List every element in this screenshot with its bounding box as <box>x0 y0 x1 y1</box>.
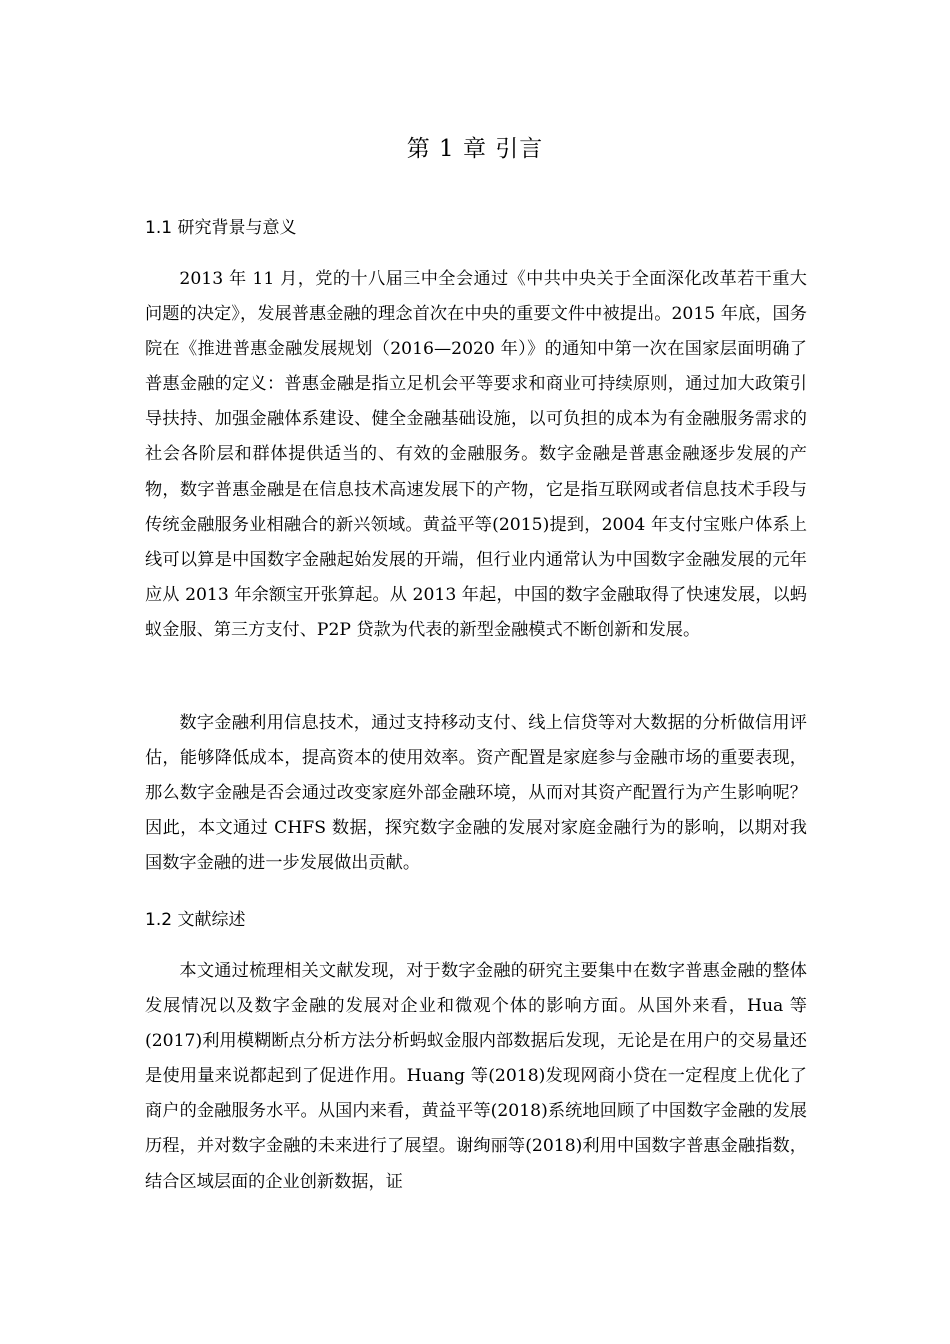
paragraph-literature-review: 本文通过梳理相关文献发现，对于数字金融的研究主要集中在数字普惠金融的整体发展情况以及数字金融的发展对企业和微观个体的影响方面。从国外来看，Hua 等(2017)利用模糊断点分析方法分析蚂蚁金服内部数据后发现，无论是在用户的交易量还是使用量来说都起到了促进作用。Huang 等(2018)发现网商小贷在一定程度上优化了商户的金融服务水平。从国内来看，黄益平等(2018)系统地回顾了中国数字金融的发展历程，并对数字金融的未来进行了展望。谢绚丽等(2018)利用中国数字普惠金融指数，结合区域层面的企业创新数据，证 <box>145 961 807 1192</box>
paragraph-background-2: 数字金融利用信息技术，通过支持移动支付、线上信贷等对大数据的分析做信用评估，能够降低成本，提高资本的使用效率。资产配置是家庭参与金融市场的重要表现，那么数字金融是否会通过改变家庭外部金融环境，从而对其资产配置行为产生影响呢？因此，本文通过 CHFS 数据，探究数字金融的发展对家庭金融行为的影响，以期对我国数字金融的进一步发展做出贡献。 <box>145 713 807 874</box>
paragraph-background-1: 2013 年 11 月，党的十八届三中全会通过《中共中央关于全面深化改革若干重大问题的决定》，发展普惠金融的理念首次在中央的重要文件中被提出。2015 年底，国务院在《推进普惠金融发展规划（2016—2020 年）》的通知中第一次在国家层面明确了普惠金融的定义：普惠金融是指立足机会平等要求和商业可持续原则，通过加大政策引导扶持、加强金融体系建设、健全金融基础设施，以可负担的成本为有金融服务需求的社会各阶层和群体提供适当的、有效的金融服务。数字金融是普惠金融逐步发展的产物，数字普惠金融是在信息技术高速发展下的产物，它是指互联网或者信息技术手段与传统金融服务业相融合的新兴领域。黄益平等(2015)提到，2004 年支付宝账户体系上线可以算是中国数字金融起始发展的开端，但行业内通常认为中国数字金融发展的元年应从 2013 年余额宝开张算起。从 2013 年起，中国的数字金融取得了快速发展，以蚂蚁金服、第三方支付、P2P 贷款为代表的新型金融模式不断创新和发展。 <box>145 269 807 640</box>
section-heading-1-2: 1.2 文献综述 <box>145 910 246 930</box>
section-heading-1-1: 1.1 研究背景与意义 <box>145 218 297 238</box>
chapter-title: 第 1 章 引言 <box>406 136 544 162</box>
